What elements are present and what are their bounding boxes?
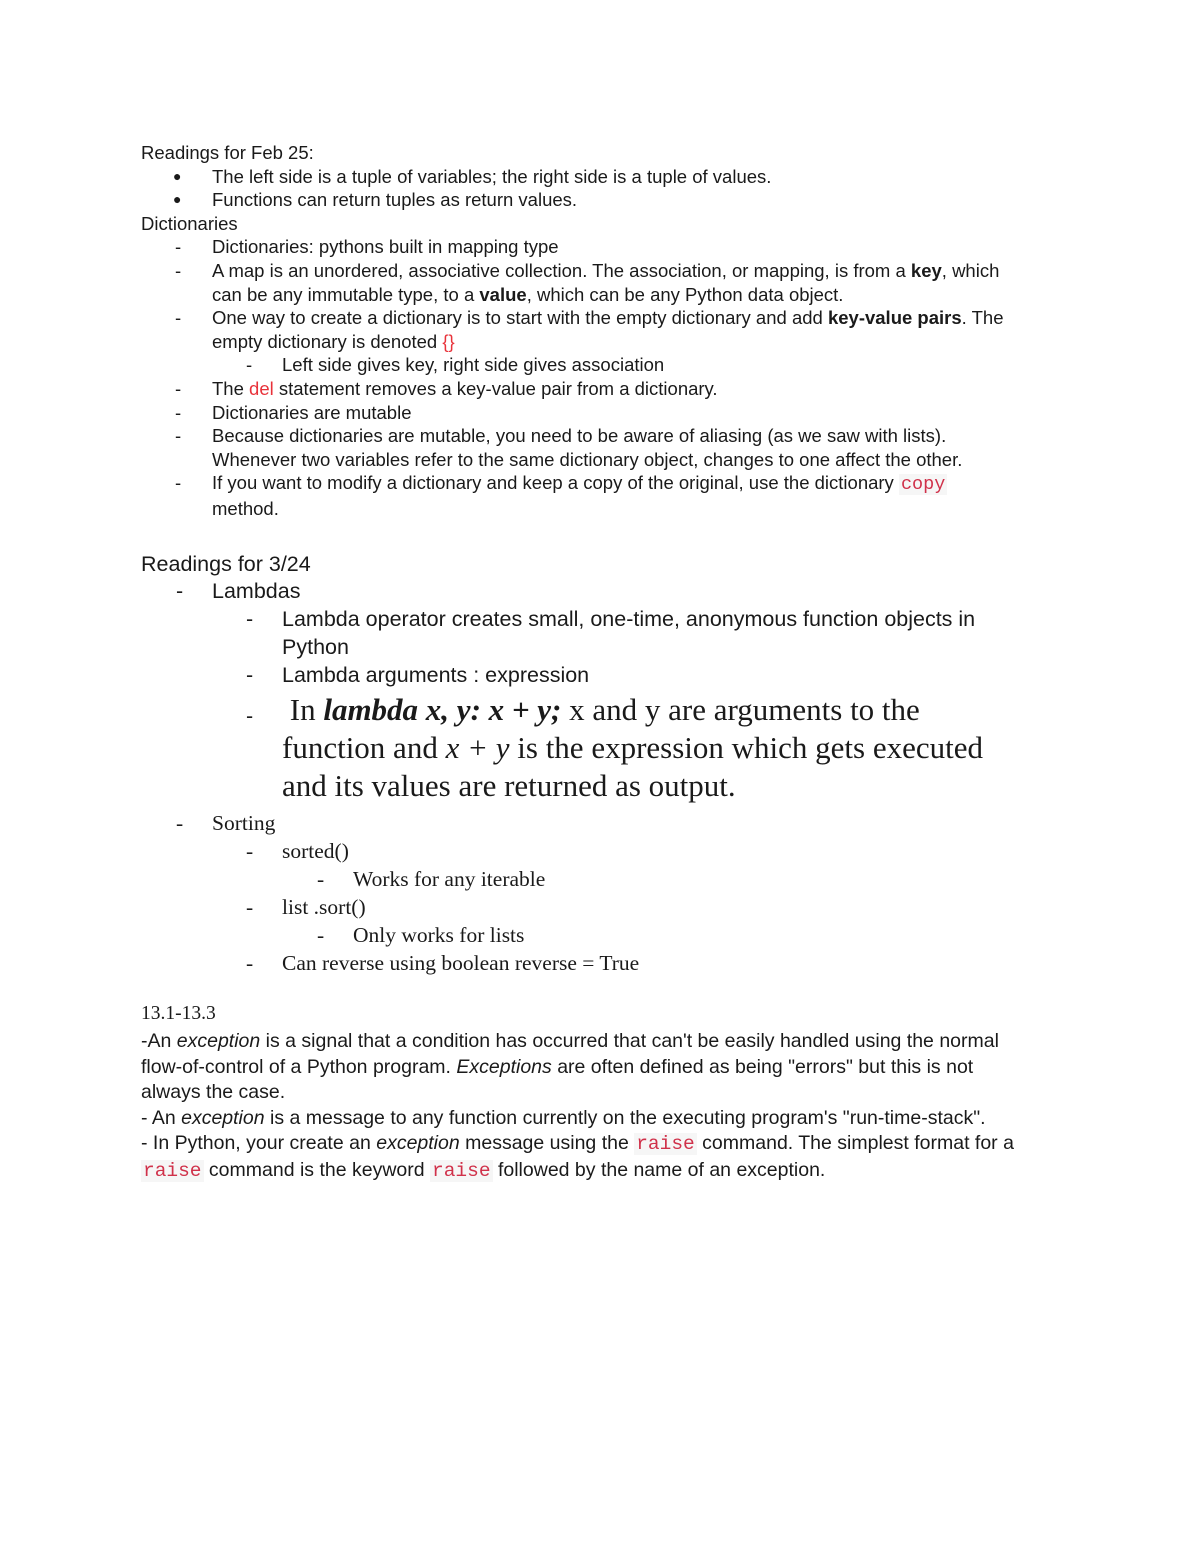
bullet-text: The left side is a tuple of variables; the right side is a tuple of values. xyxy=(212,165,772,187)
term-exceptions: Exceptions xyxy=(456,1055,552,1078)
item-text: can be any immutable type, to a xyxy=(212,283,480,305)
code-raise: raise xyxy=(432,1159,491,1182)
para-text: is a message to any function currently on the executing program's "run-time-stack". xyxy=(264,1106,986,1129)
para-text: are often defined as being "errors" but this is not xyxy=(551,1055,974,1078)
code-raise: raise xyxy=(143,1159,202,1182)
term-key-value-pairs: key-value pairs xyxy=(827,307,962,329)
list-item xyxy=(141,893,1071,921)
term-key: key xyxy=(910,259,942,281)
dash-marker: - xyxy=(175,377,182,399)
item-text: Works for any iterable xyxy=(353,867,546,891)
dash-marker: - xyxy=(175,401,182,423)
dash-marker: - xyxy=(246,895,254,919)
list-item xyxy=(141,353,1071,377)
item-text: Whenever two variables refer to the same dictionary object, changes to one affect the other. xyxy=(212,448,963,470)
dash-marker: - xyxy=(246,607,254,631)
list-item xyxy=(141,837,1071,865)
item-text: One way to create a dictionary is to start with the empty dictionary and add xyxy=(212,307,828,329)
item-text: Only works for lists xyxy=(353,923,525,947)
list-item xyxy=(141,949,1071,977)
dash-marker: - xyxy=(175,307,182,329)
code-copy: copy xyxy=(900,474,946,496)
dash-marker: - xyxy=(246,951,254,975)
item-text: Left side gives key, right side gives association xyxy=(282,354,665,376)
item-text: Lambda arguments : expression xyxy=(282,663,590,687)
item-text: Because dictionaries are mutable, you need to be aware of aliasing (as we saw with lists). xyxy=(212,425,947,447)
list-item xyxy=(141,306,1071,353)
lambda-expression: lambda x, y: x + y; xyxy=(323,692,562,727)
list-item xyxy=(141,471,1071,520)
para-text: - An xyxy=(141,1106,182,1129)
list-item xyxy=(141,259,1071,306)
heading-dictionaries: Dictionaries xyxy=(141,212,238,234)
dash-marker: - xyxy=(246,663,254,687)
item-text: empty dictionary is denoted xyxy=(212,330,443,352)
para-text: command. The simplest format for a xyxy=(696,1132,1014,1154)
para-text: -An xyxy=(141,1030,177,1052)
dash-marker: - xyxy=(175,472,182,494)
keyword-del: del xyxy=(249,377,274,399)
para-text: message using the xyxy=(459,1132,635,1154)
item-text: In xyxy=(289,692,324,727)
heading-feb25: Readings for Feb 25: xyxy=(141,142,314,163)
list-item xyxy=(141,578,1071,605)
bullet-icon: ● xyxy=(173,167,182,184)
term-exception: exception xyxy=(181,1106,265,1129)
dash-marker: - xyxy=(246,354,253,376)
list-item xyxy=(141,661,1071,689)
notes-feb25 xyxy=(141,141,1071,521)
list-item xyxy=(141,165,1071,189)
dash-marker: - xyxy=(176,579,184,603)
term-exception: exception xyxy=(376,1132,460,1154)
list-item xyxy=(141,377,1071,401)
dash-marker: - xyxy=(246,839,254,863)
list-item xyxy=(141,401,1071,425)
item-text: Sorting xyxy=(212,811,276,835)
bullet-icon: ● xyxy=(173,191,182,208)
term-value: value xyxy=(479,283,527,305)
dash-marker: - xyxy=(246,704,254,728)
dash-marker: - xyxy=(317,867,325,891)
term-exception: exception xyxy=(176,1030,261,1052)
bullet-text: Functions can return tuples as return values. xyxy=(212,189,578,211)
list-item xyxy=(141,424,1071,471)
para-text: always the case. xyxy=(141,1081,286,1103)
item-text: list .sort() xyxy=(282,895,366,919)
dash-marker: - xyxy=(175,425,182,447)
para-text: followed by the name of an exception. xyxy=(492,1158,826,1181)
dash-marker: - xyxy=(176,811,184,835)
code-raise: raise xyxy=(636,1133,695,1155)
dash-marker: - xyxy=(317,923,325,947)
dash-marker: - xyxy=(175,259,182,281)
item-text: x and y are arguments to the xyxy=(561,692,920,727)
list-item xyxy=(141,188,1071,212)
item-text: A map is an unordered, associative collection. The association, or mapping, is from a xyxy=(212,259,911,281)
item-text: If you want to modify a dictionary and keep a copy of the original, use the dictionary xyxy=(212,472,899,494)
item-text: Can reverse using boolean reverse = True xyxy=(282,951,640,975)
notes-3-24 xyxy=(141,551,1071,977)
para-text: is a signal that a condition has occurred that can't be easily handled using the normal xyxy=(260,1030,999,1052)
math-expression: x + y xyxy=(445,730,510,765)
paragraph xyxy=(141,1029,1071,1184)
dash-marker: - xyxy=(175,236,182,258)
item-text: statement removes a key-value pair from a dictionary. xyxy=(273,377,718,399)
item-text: . The xyxy=(961,307,1004,329)
para-text: flow-of-control of a Python program. xyxy=(141,1055,457,1078)
item-text: is the expression which gets executed xyxy=(509,730,983,765)
item-text: Lambdas xyxy=(212,579,301,603)
item-text: The xyxy=(212,377,250,399)
list-item xyxy=(141,235,1071,259)
item-text: sorted() xyxy=(282,839,349,863)
item-text: Dictionaries are mutable xyxy=(212,401,412,423)
item-text: Python xyxy=(282,635,349,659)
item-text: function and xyxy=(282,730,446,765)
list-item xyxy=(141,921,1071,949)
list-item xyxy=(141,691,1071,805)
heading-3-24: Readings for 3/24 xyxy=(141,552,311,576)
list-item xyxy=(141,809,1071,837)
item-text: , which xyxy=(941,259,1000,281)
item-text: and its values are returned as output. xyxy=(282,768,736,803)
item-text: Lambda operator creates small, one-time, anonymous function objects in xyxy=(282,607,976,631)
heading-13: 13.1-13.3 xyxy=(141,1003,216,1024)
list-item xyxy=(141,605,1071,661)
notes-ch13 xyxy=(141,1001,1071,1184)
list-item xyxy=(141,865,1071,893)
empty-dict-braces: {} xyxy=(442,330,455,352)
para-text: - In Python, your create an xyxy=(141,1132,377,1154)
para-text: command is the keyword xyxy=(203,1158,431,1181)
item-text: Dictionaries: pythons built in mapping type xyxy=(212,236,559,258)
item-text: method. xyxy=(212,497,279,519)
item-text: , which can be any Python data object. xyxy=(526,283,844,305)
